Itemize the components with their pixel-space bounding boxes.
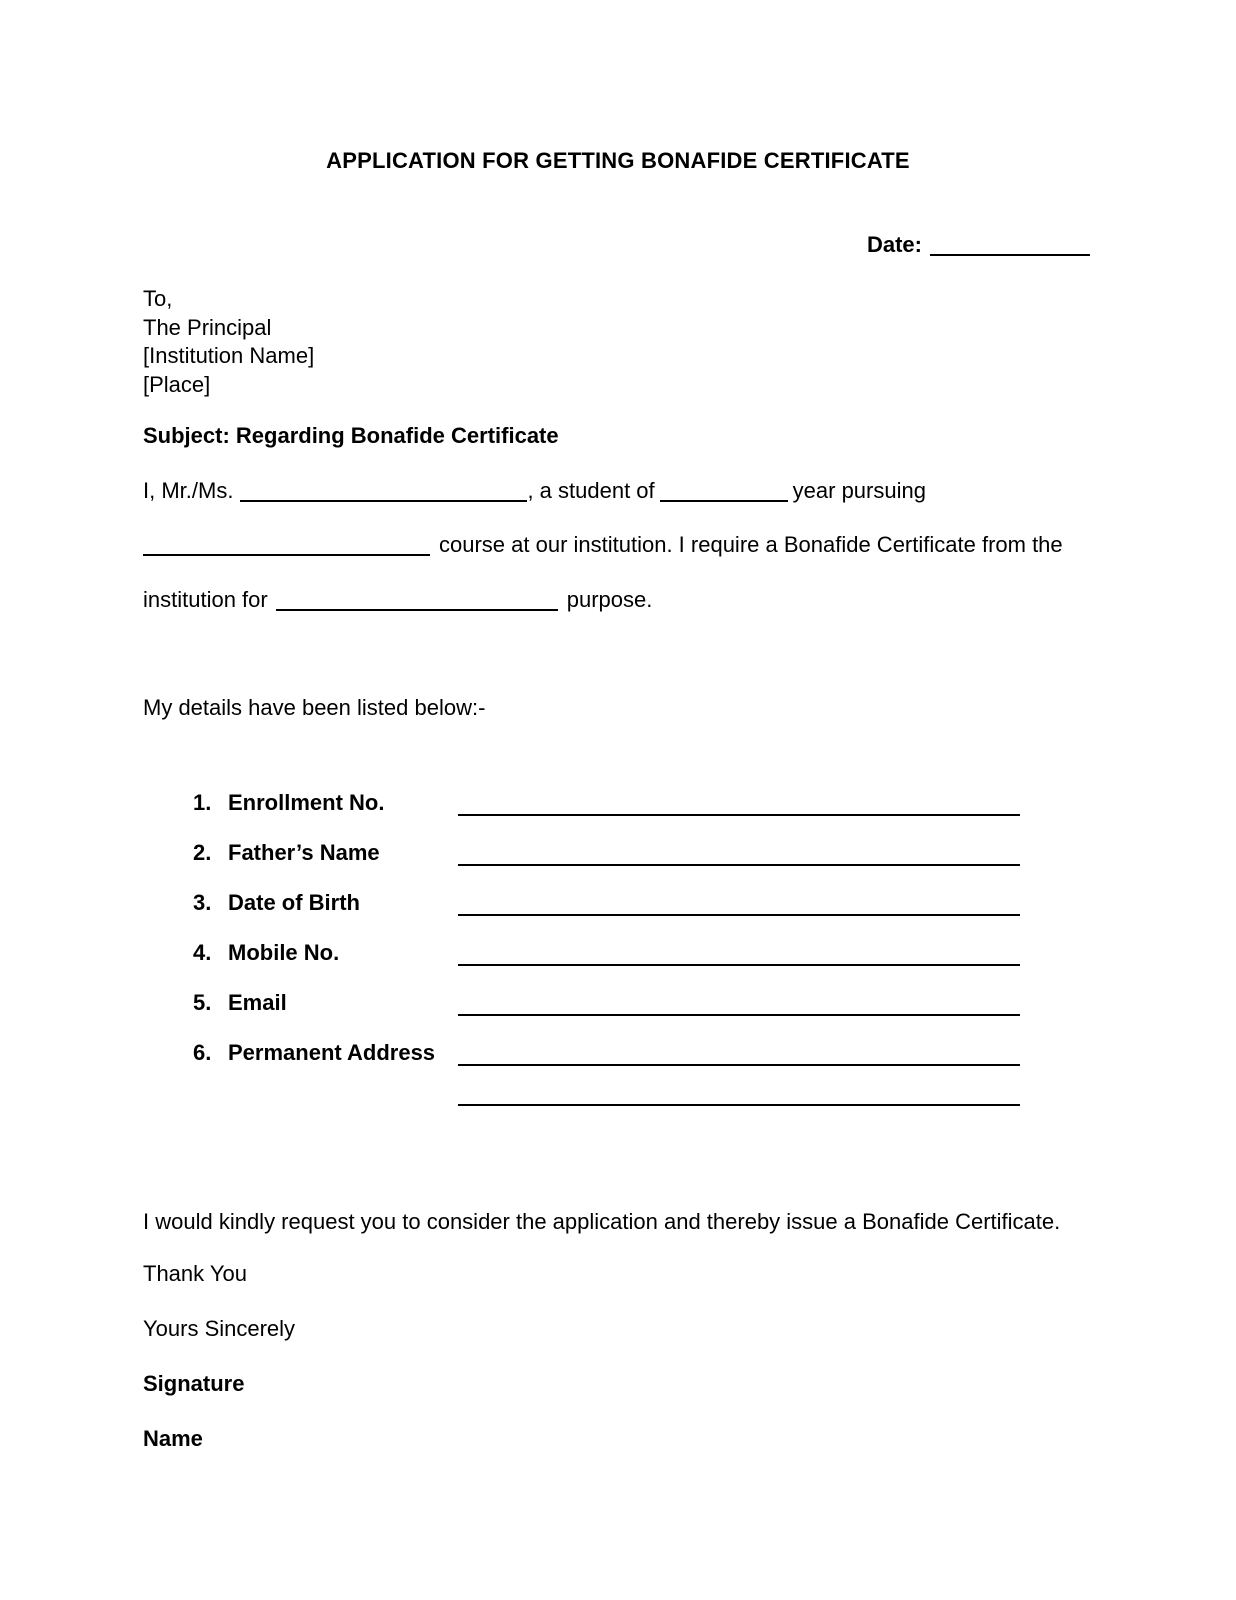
intro-text-after-course: course at our institution. I require a Bonafide Certificate from the xyxy=(439,532,1063,557)
recipient-place-placeholder: [Place] xyxy=(143,371,211,397)
fathers-name-blank-field[interactable] xyxy=(458,848,1020,866)
intro-paragraph-line-2 xyxy=(143,532,1093,558)
intro-paragraph-line-3 xyxy=(143,587,1093,613)
detail-label-mobile-no: Mobile No. xyxy=(228,940,340,965)
date-label: Date: xyxy=(866,232,922,257)
intro-text-after-year: year pursuing xyxy=(792,478,926,503)
recipient-title: The Principal xyxy=(143,314,272,340)
detail-row-email xyxy=(143,990,1093,1016)
year-blank-field[interactable] xyxy=(660,484,788,502)
permanent-address-blank-field[interactable] xyxy=(458,1048,1020,1066)
enrollment-no-blank-field[interactable] xyxy=(458,798,1020,816)
detail-number: 3. xyxy=(193,890,212,915)
date-blank-field[interactable] xyxy=(930,238,1090,256)
mobile-no-blank-field[interactable] xyxy=(458,948,1020,966)
details-intro-line: My details have been listed below:- xyxy=(143,695,486,720)
sign-off-line: Yours Sincerely xyxy=(143,1316,296,1341)
detail-label-enrollment-no: Enrollment No. xyxy=(228,790,385,815)
recipient-salutation: To, xyxy=(143,286,173,311)
intro-paragraph-line-1 xyxy=(143,478,1093,504)
intro-text-before-purpose: institution for xyxy=(143,587,268,612)
intro-text-before-name: I, Mr./Ms. xyxy=(143,478,234,503)
thank-you-line: Thank You xyxy=(143,1261,247,1286)
detail-row-enrollment-no xyxy=(143,790,1093,816)
student-name-blank-field[interactable] xyxy=(240,484,527,502)
date-of-birth-blank-field[interactable] xyxy=(458,898,1020,916)
purpose-blank-field[interactable] xyxy=(276,593,558,611)
detail-number: 2. xyxy=(193,840,212,865)
signature-label: Signature xyxy=(143,1371,245,1396)
detail-row-mobile-no xyxy=(143,940,1093,966)
intro-text-after-name: , a student of xyxy=(527,478,655,503)
intro-text-after-purpose: purpose. xyxy=(566,587,653,612)
name-label: Name xyxy=(143,1426,203,1451)
document-title: APPLICATION FOR GETTING BONAFIDE CERTIFICATE xyxy=(326,148,910,173)
details-list xyxy=(143,790,1093,1106)
detail-label-permanent-address: Permanent Address xyxy=(228,1040,436,1065)
detail-number: 4. xyxy=(193,940,212,965)
subject-line: Subject: Regarding Bonafide Certificate xyxy=(143,423,559,448)
permanent-address-continuation-blank-field[interactable] xyxy=(458,1090,1020,1106)
detail-number: 5. xyxy=(193,990,212,1015)
email-blank-field[interactable] xyxy=(458,998,1020,1016)
course-blank-field[interactable] xyxy=(143,538,430,556)
recipient-block xyxy=(143,285,1093,399)
date-row xyxy=(143,232,1093,258)
detail-row-fathers-name xyxy=(143,840,1093,866)
detail-label-date-of-birth: Date of Birth xyxy=(228,890,360,915)
detail-number: 1. xyxy=(193,790,212,815)
detail-row-permanent-address xyxy=(143,1040,1093,1066)
detail-number: 6. xyxy=(193,1040,212,1065)
closing-request-line: I would kindly request you to consider the application and thereby issue a Bonafide Certificate. xyxy=(143,1209,1061,1234)
detail-label-fathers-name: Father’s Name xyxy=(228,840,380,865)
detail-row-date-of-birth xyxy=(143,890,1093,916)
recipient-institution-placeholder: [Institution Name] xyxy=(143,343,315,368)
detail-label-email: Email xyxy=(228,990,287,1015)
